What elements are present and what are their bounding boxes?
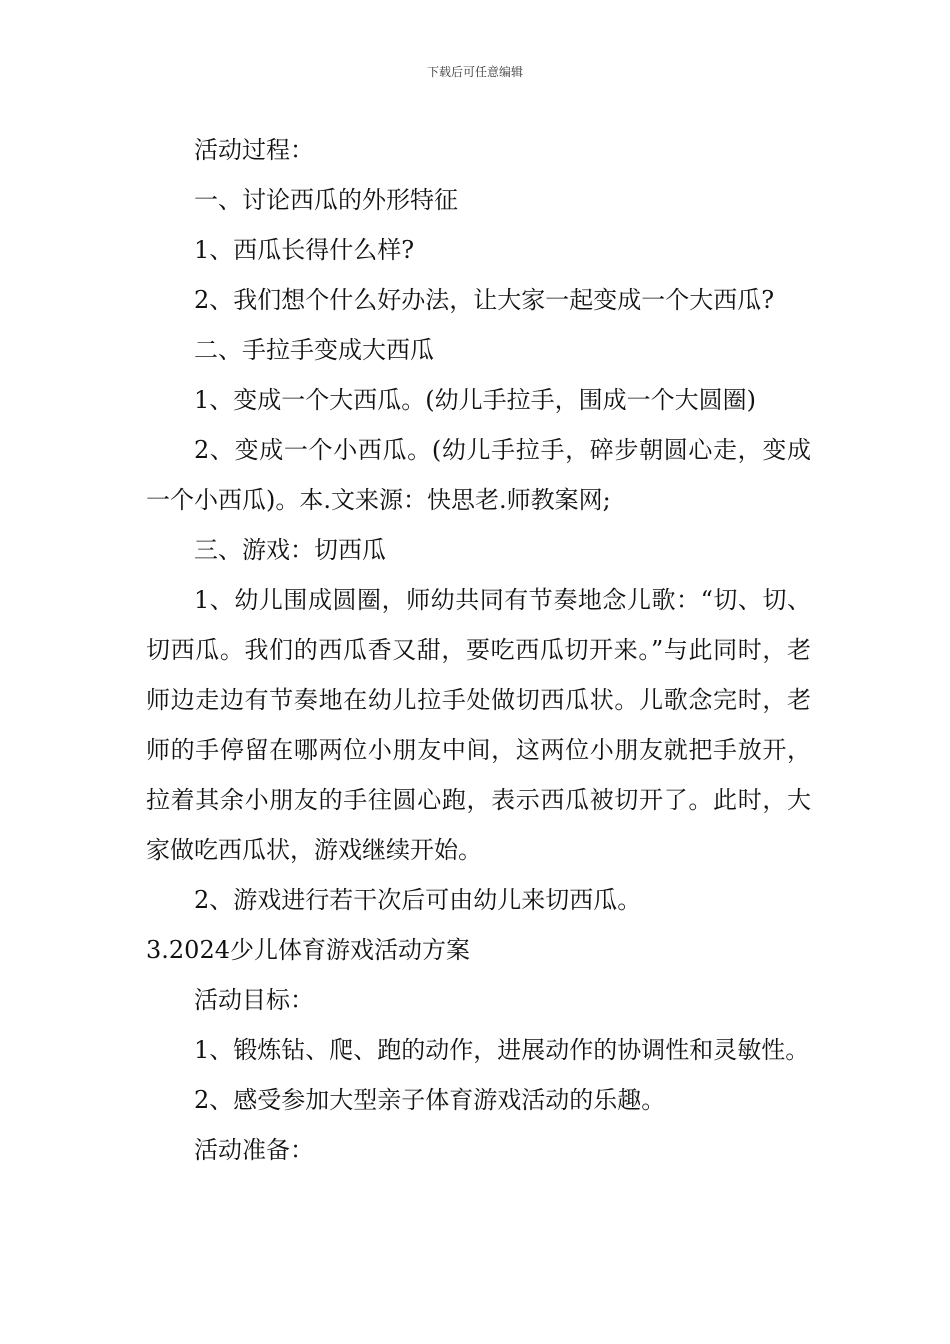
- paragraph-activity-process: 活动过程：: [194, 136, 314, 164]
- page-header-note: 下载后可任意编辑: [426, 65, 523, 79]
- paragraph-item: 1、锻炼钻、爬、跑的动作，进展动作的协调性和灵敏性。: [194, 1036, 810, 1064]
- paragraph-section-three-heading: 三、游戏：切西瓜: [194, 536, 386, 564]
- paragraph-item: 1、变成一个大西瓜。(幼儿手拉手，围成一个大圆圈): [194, 386, 756, 414]
- paragraph-section-one-heading: 一、讨论西瓜的外形特征: [194, 186, 458, 214]
- paragraph-item: 2、变成一个小西瓜。(幼儿手拉手，碎步朝圆心走，变成一个小西瓜)。本.文来源：快思老.师教案网;: [146, 436, 811, 514]
- paragraph-item: 2、感受参加大型亲子体育游戏活动的乐趣。: [194, 1086, 666, 1114]
- paragraph-item: 1、西瓜长得什么样?: [194, 236, 415, 264]
- paragraph-item: 2、游戏进行若干次后可由幼儿来切西瓜。: [194, 886, 642, 914]
- paragraph-activity-preparation: 活动准备：: [194, 1136, 314, 1164]
- paragraph-plan-title: 3.2024少儿体育游戏活动方案: [146, 936, 470, 964]
- paragraph-item: 2、我们想个什么好办法，让大家一起变成一个大西瓜?: [194, 286, 775, 314]
- paragraph-activity-goals: 活动目标：: [194, 986, 314, 1014]
- document-body: [146, 125, 811, 1175]
- paragraph-section-two-heading: 二、手拉手变成大西瓜: [194, 336, 434, 364]
- paragraph-item: 1、幼儿围成圆圈，师幼共同有节奏地念儿歌：“切、切、切西瓜。我们的西瓜香又甜，要吃西瓜切开来。”与此同时，老师边走边有节奏地在幼儿拉手处做切西瓜状。儿歌念完时，老师的手停留在哪两位小朋友中间，这两位小朋友就把手放开，拉着其余小朋友的手往圆心跑，表示西瓜被切开了。此时，大家做吃西瓜状，游戏继续开始。: [146, 586, 811, 864]
